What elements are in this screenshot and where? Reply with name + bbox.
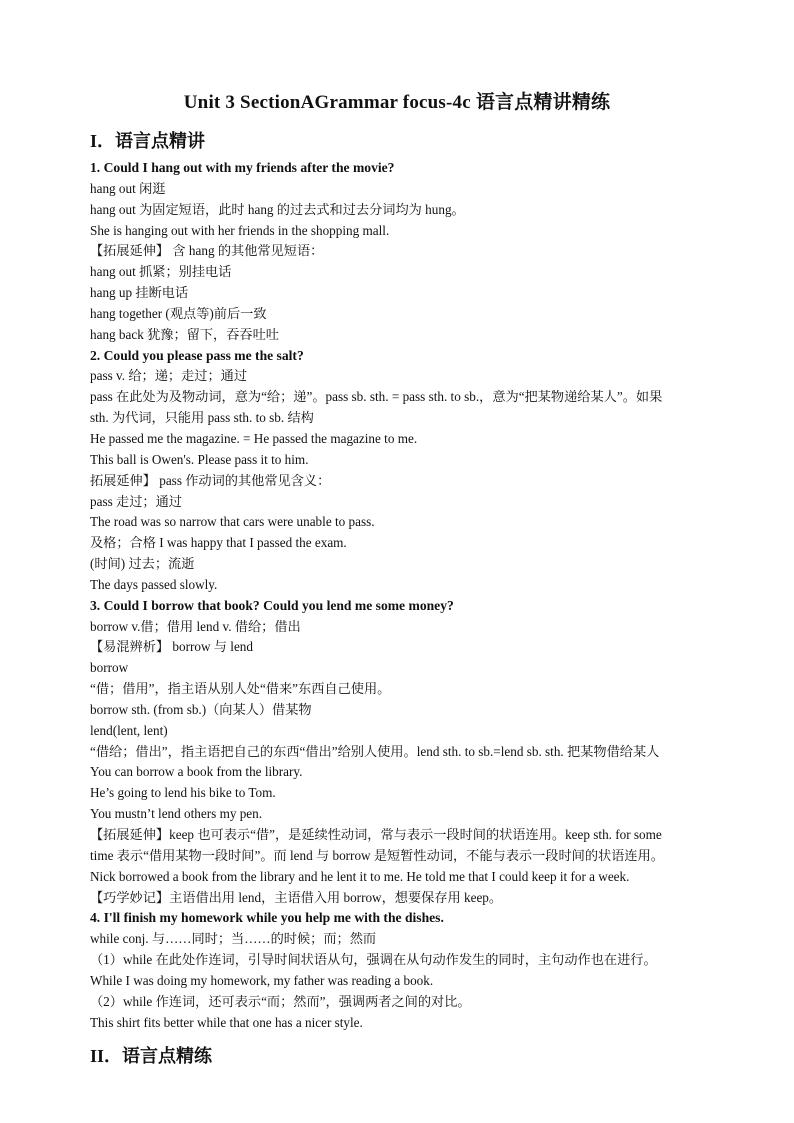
text-line: hang out 为固定短语，此时 hang 的过去式和过去分词均为 hung。	[90, 201, 465, 217]
text-line: She is hanging out with her friends in the shopping mall.	[90, 222, 390, 238]
text-line: Nick borrowed a book from the library and he lent it to me. He told me that I could keep it for a week.	[90, 868, 630, 884]
text-line: The road was so narrow that cars were unable to pass.	[90, 514, 375, 530]
text-line: 【巧学妙记】主语借出用 lend，主语借入用 borrow，想要保存用 keep。	[90, 889, 503, 905]
text-line: You mustn’t lend others my pen.	[90, 806, 263, 822]
question-heading: 2. Could you please pass me the salt?	[90, 347, 304, 363]
text-line: hang up 挂断电话	[90, 285, 189, 301]
text-line: pass 走过；通过	[90, 493, 182, 509]
text-line: 【拓展延伸】 含 hang 的其他常见短语：	[90, 243, 324, 259]
text-line: hang back 犹豫；留下，吞吞吐吐	[90, 326, 279, 342]
question-heading: 1. Could I hang out with my friends after the movie?	[90, 160, 395, 175]
text-line: While I was doing my homework, my father was reading a book.	[90, 972, 434, 988]
page-title: Unit 3 SectionAGrammar focus-4c 语言点精讲精练	[183, 92, 611, 113]
text-line: hang out 抓紧；别挂电话	[90, 264, 232, 280]
question-heading: 3. Could I borrow that book? Could you lend me some money?	[90, 597, 454, 613]
text-line: hang out 闲逛	[90, 180, 166, 196]
text-line: He’s going to lend his bike to Tom.	[90, 785, 276, 801]
content-lines	[90, 158, 710, 1033]
text-line: 【易混辨析】 borrow 与 lend	[90, 639, 253, 655]
text-line: hang together (观点等)前后一致	[90, 305, 267, 321]
text-line: “借；借用”，指主语从别人处“借来”东西自己使用。	[90, 681, 391, 697]
section-heading-practice: II．语言点精练	[90, 1046, 213, 1066]
text-line: This ball is Owen's. Please pass it to him.	[90, 451, 309, 467]
text-line: 及格；合格 I was happy that I passed the exam.	[90, 535, 347, 551]
text-line: “借给；借出”，指主语把自己的东西“借出”给别人使用。lend sth. to sb.=lend sb. sth. 把某物借给某人	[90, 743, 660, 759]
text-line: pass v. 给；递；走过；通过	[90, 368, 248, 384]
text-line: pass 在此处为及物动词，意为“给；递”。pass sb. sth. = pass sth. to sb.，意为“把某物递给某人”。如果	[90, 389, 663, 405]
question-heading: 4. I'll finish my homework while you help me with the dishes.	[90, 910, 444, 926]
text-line: while conj. 与……同时；当……的时候；而；然而	[90, 931, 377, 947]
text-line: The days passed slowly.	[90, 576, 218, 592]
text-line: （1）while 在此处作连词，引导时间状语从句，强调在从句动作发生的同时，主句动作也在进行。	[90, 952, 657, 968]
text-line: （2）while 作连词，还可表示“而；然而”，强调两者之间的对比。	[90, 993, 471, 1009]
text-line: borrow sth. (from sb.)（向某人）借某物	[90, 701, 312, 717]
text-line: time 表示“借用某物一段时间”。而 lend 与 borrow 是短暂性动词，不能与表示一段时间的状语连用。	[90, 847, 664, 863]
section-heading-explanation: I．语言点精讲	[90, 131, 206, 151]
text-line: sth. 为代词，只能用 pass sth. to sb. 结构	[90, 410, 314, 426]
text-line: He passed me the magazine. = He passed the magazine to me.	[90, 430, 418, 446]
text-line: You can borrow a book from the library.	[90, 764, 303, 780]
text-line: borrow	[90, 660, 129, 676]
text-line: 拓展延伸】 pass 作动词的其他常见含义：	[90, 472, 331, 488]
text-line: borrow v.借；借用 lend v. 借给；借出	[90, 618, 301, 634]
text-line: This shirt fits better while that one has a nicer style.	[90, 1014, 363, 1030]
text-line: (时间) 过去；流逝	[90, 556, 195, 572]
text-line: 【拓展延伸】keep 也可表示“借”，是延续性动词，常与表示一段时间的状语连用。keep sth. for some	[90, 827, 662, 842]
text-line: lend(lent, lent)	[90, 722, 168, 738]
